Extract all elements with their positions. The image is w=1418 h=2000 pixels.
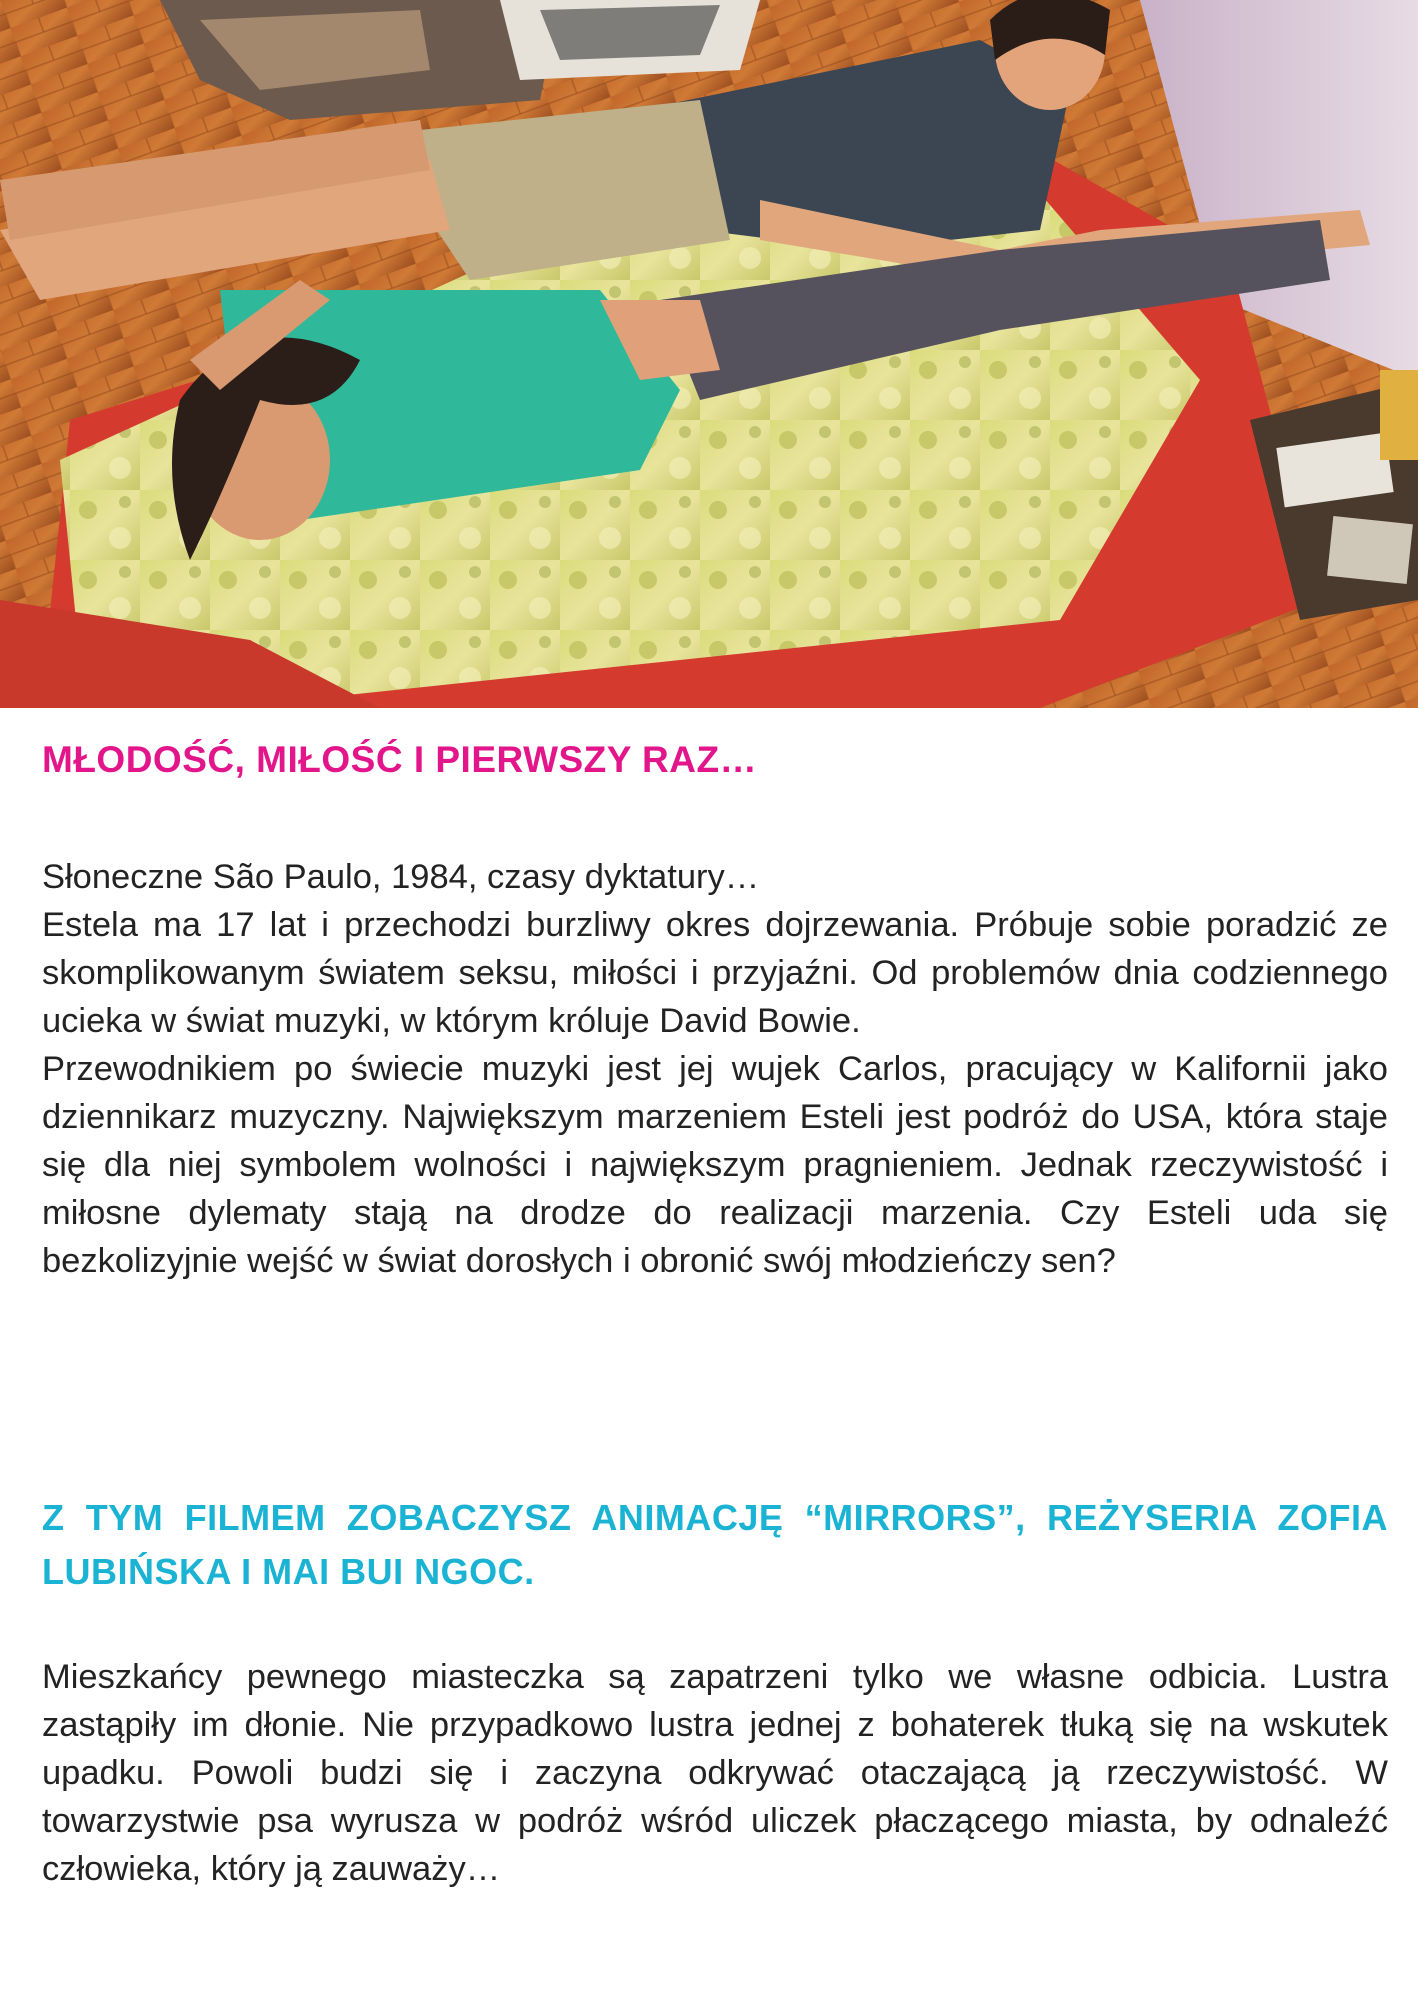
film-still-photo <box>0 0 1418 708</box>
section2-heading: Z TYM FILMEM ZOBACZYSZ ANIMACJĘ “MIRRORS”, REŻYSERIA ZOFIA LUBIŃSKA I MAI BUI NGOC. <box>42 1497 1388 1592</box>
section1-paragraph-a: Estela ma 17 lat i przechodzi burzliwy okres dojrzewania. Próbuje sobie poradzić ze skomplikowanym światem seksu, miłości i przyjaźni. Od problemów dnia codziennego ucieka w świat muzyki, w którym króluje David Bowie. <box>42 906 1388 1040</box>
section1-body <box>42 853 1388 1285</box>
film-still-illustration <box>0 0 1418 708</box>
section2-paragraph: Mieszkańcy pewnego miasteczka są zapatrzeni tylko we własne odbicia. Lustra zastąpiły im dłonie. Nie przypadkowo lustra jednej z bohaterek tłuką się na wskutek upadku. Powoli budzi się i zaczyna odkrywać otaczającą ją rzeczywistość. W towarzystwie psa wyrusza w podróż wśród uliczek płaczącego miasta, by odnaleźć człowieka, który ją zauważy… <box>42 1658 1388 1888</box>
section1-paragraph-b: Przewodnikiem po świecie muzyki jest jej wujek Carlos, pracujący w Kalifornii jako dziennikarz muzyczny. Największym marzeniem Esteli jest podróż do USA, która staje się dla niej symbolem wolności i największym pragnieniem. Jednak rzeczywistość i miłosne dylematy stają na drodze do realizacji marzenia. Czy Esteli uda się bezkolizyjnie wejść w świat dorosłych i obronić swój młodzieńczy sen? <box>42 1050 1388 1280</box>
section1-lead: Słoneczne São Paulo, 1984, czasy dyktatury… <box>42 858 760 896</box>
section1-heading: MŁODOŚĆ, MIŁOŚĆ I PIERWSZY RAZ… <box>42 739 758 780</box>
